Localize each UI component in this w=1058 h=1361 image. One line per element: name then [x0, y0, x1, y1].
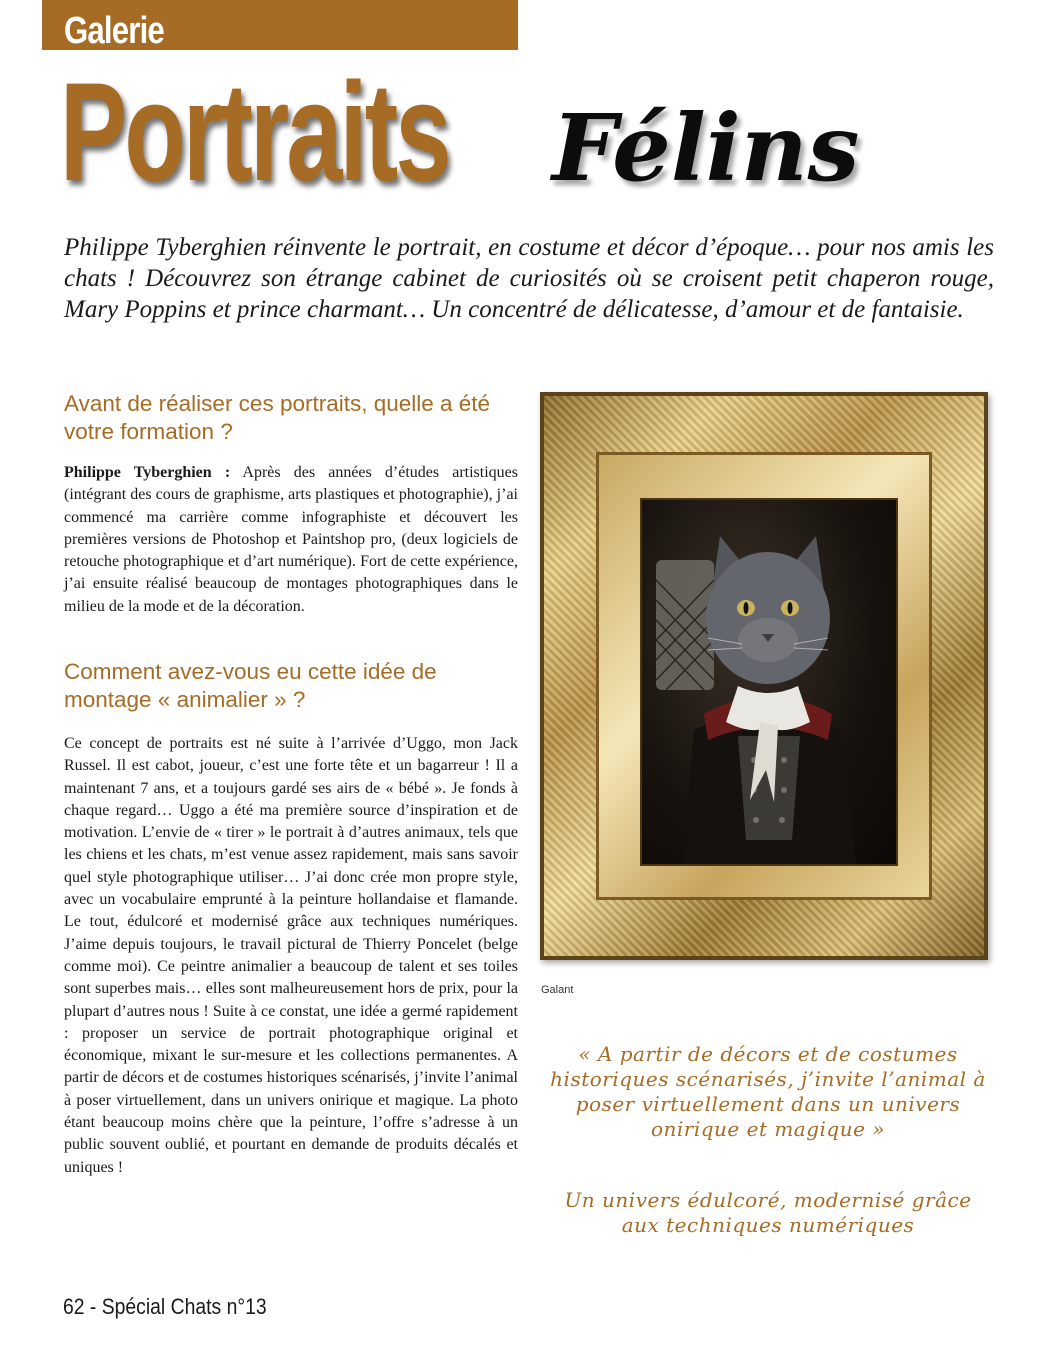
framed-portrait	[540, 392, 988, 960]
answer-text: Après des années d’études artistiques (intégrant des cours de graphisme, arts plastiques et photographie), j’ai commencé ma carrière comme infographiste et découvert les premières versions de Photoshop et Paintshop pro, (deux logiciels de retouche photographique et d’art numérique). Fort de cette expérience, j’ai ensuite réalisé beaucoup de montages photographiques dans le milieu de la mode et de la décoration.	[64, 464, 519, 615]
window-shape	[656, 560, 714, 690]
answer-paragraph	[64, 462, 518, 618]
question-heading: Comment avez-vous eu cette idée de montage « animalier » ?	[64, 659, 437, 712]
pull-quote: « A partir de décors et de costumes historiques scénarisés, j’invite l’animal à poser virtuellement dans un univers onirique et magique »	[550, 1042, 986, 1141]
page-title: Portraits	[60, 53, 449, 210]
page-title-script: Félins	[552, 94, 860, 202]
image-caption: Galant	[541, 984, 574, 996]
answer-paragraph: Ce concept de portraits est né suite à l’arrivée d’Uggo, mon Jack Russel. Il est cabot, joueur, c’est une forte tête et un bagarreur ! Il a maintenant 7 ans, et a toujours gardé ses airs de « bébé ». Je fonds à chaque regard… Uggo a été ma première source d’inspiration et de motivation. L’envie de « tirer » le portrait à d’autres animaux, tels que les chiens et les chats, m’est venue assez rapidement, mais sans savoir quel style photographique utiliser… J’ai donc crée mon propre style, avec un vocabulaire emprunté à la peinture hollandaise et flamande. Le tout, édulcoré et modernisé grâce aux techniques numériques. J’aime depuis toujours, le travail pictural de Thierry Poncelet (belge comme moi). Ce peintre animalier a beaucoup de talent et ses toiles sont superbes mais… elles sont malheureusement hors de prix, pour la plupart d’autres nous ! Suite à ce constat, une idée a germé rapidement : proposer un service de portrait photographique original et économique, mixant le sur-mesure et les collections permanentes. A partir de décors et de costumes historiques scénarisés, j’invite l’animal à poser virtuellement, dans un univers onirique et magique. La photo étant beaucoup moins chère que la peinture, l’offre s’adresse à un public souvent oublié, et pourtant en demande de produits décalés et uniques !	[64, 735, 518, 1176]
speaker-name: Philippe Tyberghien :	[64, 464, 231, 481]
page-footer: 62 - Spécial Chats n°13	[63, 1294, 267, 1319]
section-banner	[42, 0, 518, 50]
cat-portrait-illustration	[642, 500, 896, 864]
cat-portrait-image	[640, 498, 898, 866]
intro-paragraph: Philippe Tyberghien réinvente le portrait, en costume et décor d’époque… pour nos amis les chats ! Découvrez son étrange cabinet de curiosités où se croisent petit chaperon rouge, Mary Poppins et prince charmant… Un concentré de délicatesse, d’amour et de fantaisie.	[64, 234, 994, 323]
question-heading: Avant de réaliser ces portraits, quelle a été votre formation ?	[64, 391, 491, 444]
section-label: Galerie	[64, 10, 164, 52]
pull-quote: Un univers édulcoré, modernisé grâce aux techniques numériques	[564, 1188, 972, 1237]
